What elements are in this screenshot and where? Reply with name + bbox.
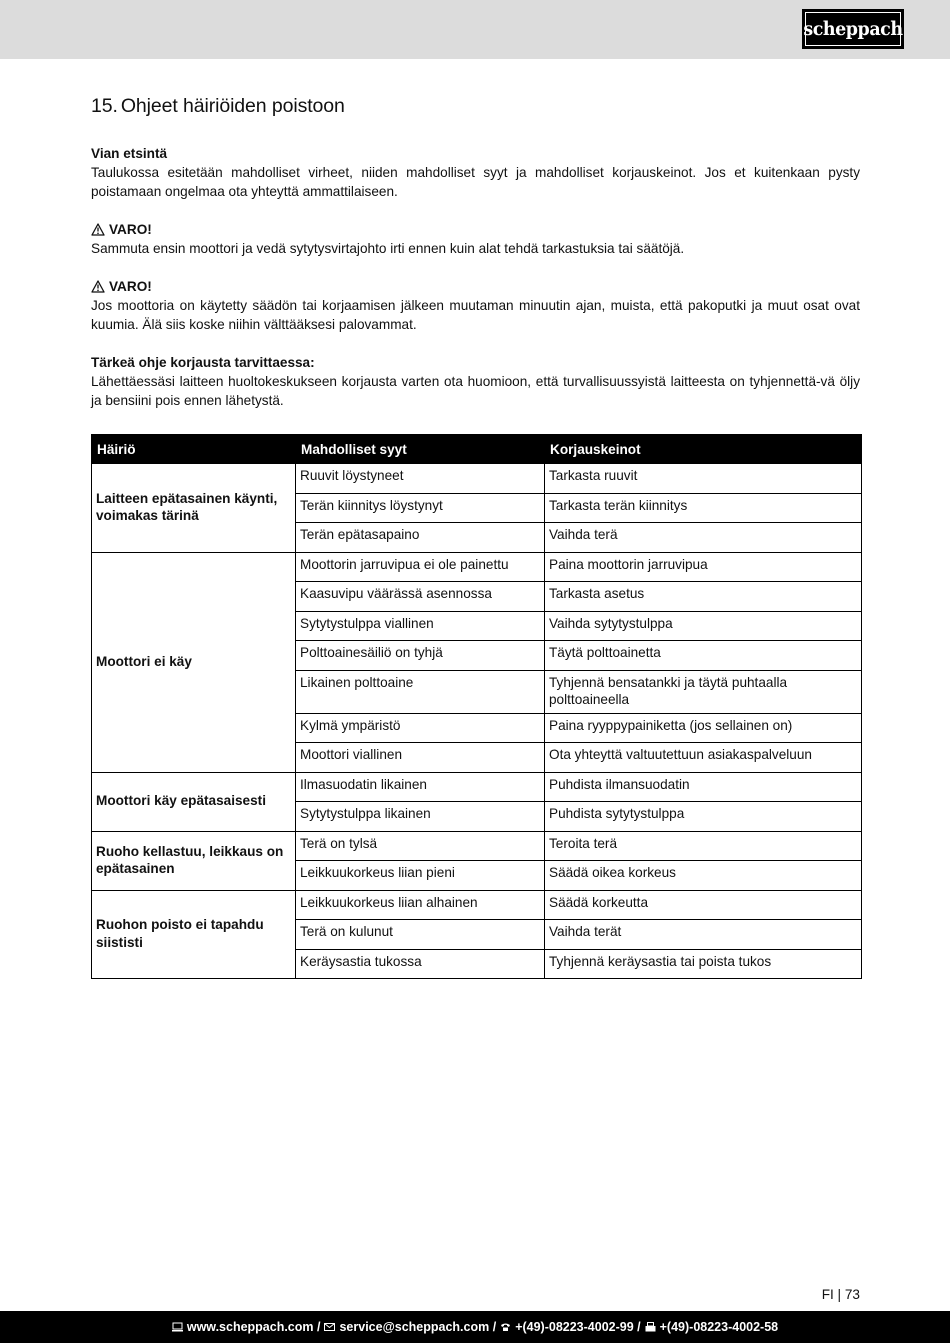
block-heading: Vian etsintä bbox=[91, 146, 168, 161]
table-row bbox=[92, 890, 862, 920]
main-content bbox=[91, 95, 860, 979]
cause-cell: Ruuvit löystyneet bbox=[296, 464, 545, 494]
cause-cell: Leikkuukorkeus liian pieni bbox=[296, 861, 545, 891]
logo-text: scheppach bbox=[803, 18, 903, 40]
fault-cell: Ruoho kellastuu, leikkaus on epätasainen bbox=[92, 831, 296, 890]
cause-cell: Terän epätasapaino bbox=[296, 523, 545, 553]
cause-cell: Likainen polttoaine bbox=[296, 670, 545, 713]
cause-cell: Kylmä ympäristö bbox=[296, 713, 545, 743]
table-row bbox=[92, 552, 862, 582]
computer-icon bbox=[172, 1322, 183, 1332]
header-bar bbox=[0, 0, 950, 59]
cause-cell: Terän kiinnitys löystynyt bbox=[296, 493, 545, 523]
email-icon bbox=[324, 1322, 335, 1332]
remedy-cell: Tyhjennä keräysastia tai poista tukos bbox=[545, 949, 862, 979]
block-text: Taulukossa esitetään mahdolliset virheet, niiden mahdolliset syyt ja mahdolliset korjauskeinot. Jos et kuitenkaan pysty poistamaan ongelmaa ota yhteyttä ammattilaiseen. bbox=[91, 165, 860, 199]
repair-note-block bbox=[91, 353, 860, 410]
troubleshooting-block bbox=[91, 144, 860, 201]
remedy-cell: Täytä polttoainetta bbox=[545, 641, 862, 671]
troubleshooting-table bbox=[91, 434, 862, 979]
block-text: Jos moottoria on käytetty säädön tai korjaamisen jälkeen muutaman minuutin ajan, muista, että pakoputki ja muut osat ovat kuumia. Älä siis koske niihin välttääksesi palovammat. bbox=[91, 298, 860, 332]
footer-phone: +(49)-08223-4002-99 / bbox=[515, 1320, 641, 1334]
remedy-cell: Paina ryyppypainiketta (jos sellainen on) bbox=[545, 713, 862, 743]
remedy-cell: Vaihda sytytystulppa bbox=[545, 611, 862, 641]
fault-cell: Laitteen epätasainen käynti, voimakas tärinä bbox=[92, 464, 296, 553]
remedy-cell: Puhdista ilmansuodatin bbox=[545, 772, 862, 802]
cause-cell: Terä on tylsä bbox=[296, 831, 545, 861]
block-heading: VARO! bbox=[109, 222, 152, 237]
cause-cell: Leikkuukorkeus liian alhainen bbox=[296, 890, 545, 920]
remedy-cell: Tarkasta terän kiinnitys bbox=[545, 493, 862, 523]
warning-block bbox=[91, 220, 860, 258]
remedy-cell: Säädä oikea korkeus bbox=[545, 861, 862, 891]
remedy-cell: Säädä korkeutta bbox=[545, 890, 862, 920]
remedy-cell: Tarkasta asetus bbox=[545, 582, 862, 612]
cause-cell: Moottorin jarruvipua ei ole painettu bbox=[296, 552, 545, 582]
cause-cell: Moottori viallinen bbox=[296, 743, 545, 773]
cause-cell: Terä on kulunut bbox=[296, 920, 545, 950]
section-title-text: Ohjeet häiriöiden poistoon bbox=[120, 95, 345, 117]
remedy-cell: Tyhjennä bensatankki ja täytä puhtaalla polttoaineella bbox=[545, 670, 862, 713]
remedy-cell: Vaihda terät bbox=[545, 920, 862, 950]
footer-email[interactable]: service@scheppach.com / bbox=[339, 1320, 497, 1334]
cause-cell: Ilmasuodatin likainen bbox=[296, 772, 545, 802]
block-heading: Tärkeä ohje korjausta tarvittaessa: bbox=[91, 355, 315, 370]
remedy-cell: Vaihda terä bbox=[545, 523, 862, 553]
cause-cell: Sytytystulppa viallinen bbox=[296, 611, 545, 641]
header-remedies: Korjauskeinot bbox=[545, 435, 862, 464]
cause-cell: Polttoainesäiliö on tyhjä bbox=[296, 641, 545, 671]
remedy-cell: Teroita terä bbox=[545, 831, 862, 861]
table-row bbox=[92, 772, 862, 802]
footer-fax: +(49)-08223-4002-58 bbox=[659, 1320, 779, 1334]
footer-bar bbox=[0, 1311, 950, 1343]
block-heading: VARO! bbox=[109, 279, 152, 294]
remedy-cell: Ota yhteyttä valtuutettuun asiakaspalveluun bbox=[545, 743, 862, 773]
fax-icon bbox=[645, 1322, 656, 1332]
table-row bbox=[92, 464, 862, 494]
scheppach-logo bbox=[802, 9, 904, 49]
table-header-row bbox=[92, 435, 862, 464]
cause-cell: Keräysastia tukossa bbox=[296, 949, 545, 979]
fault-cell: Moottori käy epätasaisesti bbox=[92, 772, 296, 831]
block-text: Lähettäessäsi laitteen huoltokeskukseen korjausta varten ota huomioon, että turvallisuussyistä laitteesta on tyhjennettä-vä öljy ja bensiini pois ennen lähetystä. bbox=[91, 374, 860, 408]
remedy-cell: Paina moottorin jarruvipua bbox=[545, 552, 862, 582]
warning-icon bbox=[91, 280, 105, 293]
page-number: FI | 73 bbox=[821, 1287, 860, 1302]
fault-cell: Moottori ei käy bbox=[92, 552, 296, 772]
cause-cell: Sytytystulppa likainen bbox=[296, 802, 545, 832]
warning-icon bbox=[91, 223, 105, 236]
section-number: 15. bbox=[91, 95, 118, 117]
header-fault: Häiriö bbox=[92, 435, 296, 464]
section-title bbox=[91, 95, 860, 118]
remedy-cell: Puhdista sytytystulppa bbox=[545, 802, 862, 832]
header-causes: Mahdolliset syyt bbox=[296, 435, 545, 464]
block-text: Sammuta ensin moottori ja vedä sytytysvirtajohto irti ennen kuin alat tehdä tarkastuksia tai säätöjä. bbox=[91, 241, 685, 256]
footer-web[interactable]: www.scheppach.com / bbox=[186, 1320, 321, 1334]
fault-cell: Ruohon poisto ei tapahdu siististi bbox=[92, 890, 296, 979]
warning-block bbox=[91, 277, 860, 334]
remedy-cell: Tarkasta ruuvit bbox=[545, 464, 862, 494]
phone-icon bbox=[500, 1322, 511, 1332]
cause-cell: Kaasuvipu väärässä asennossa bbox=[296, 582, 545, 612]
table-row bbox=[92, 831, 862, 861]
